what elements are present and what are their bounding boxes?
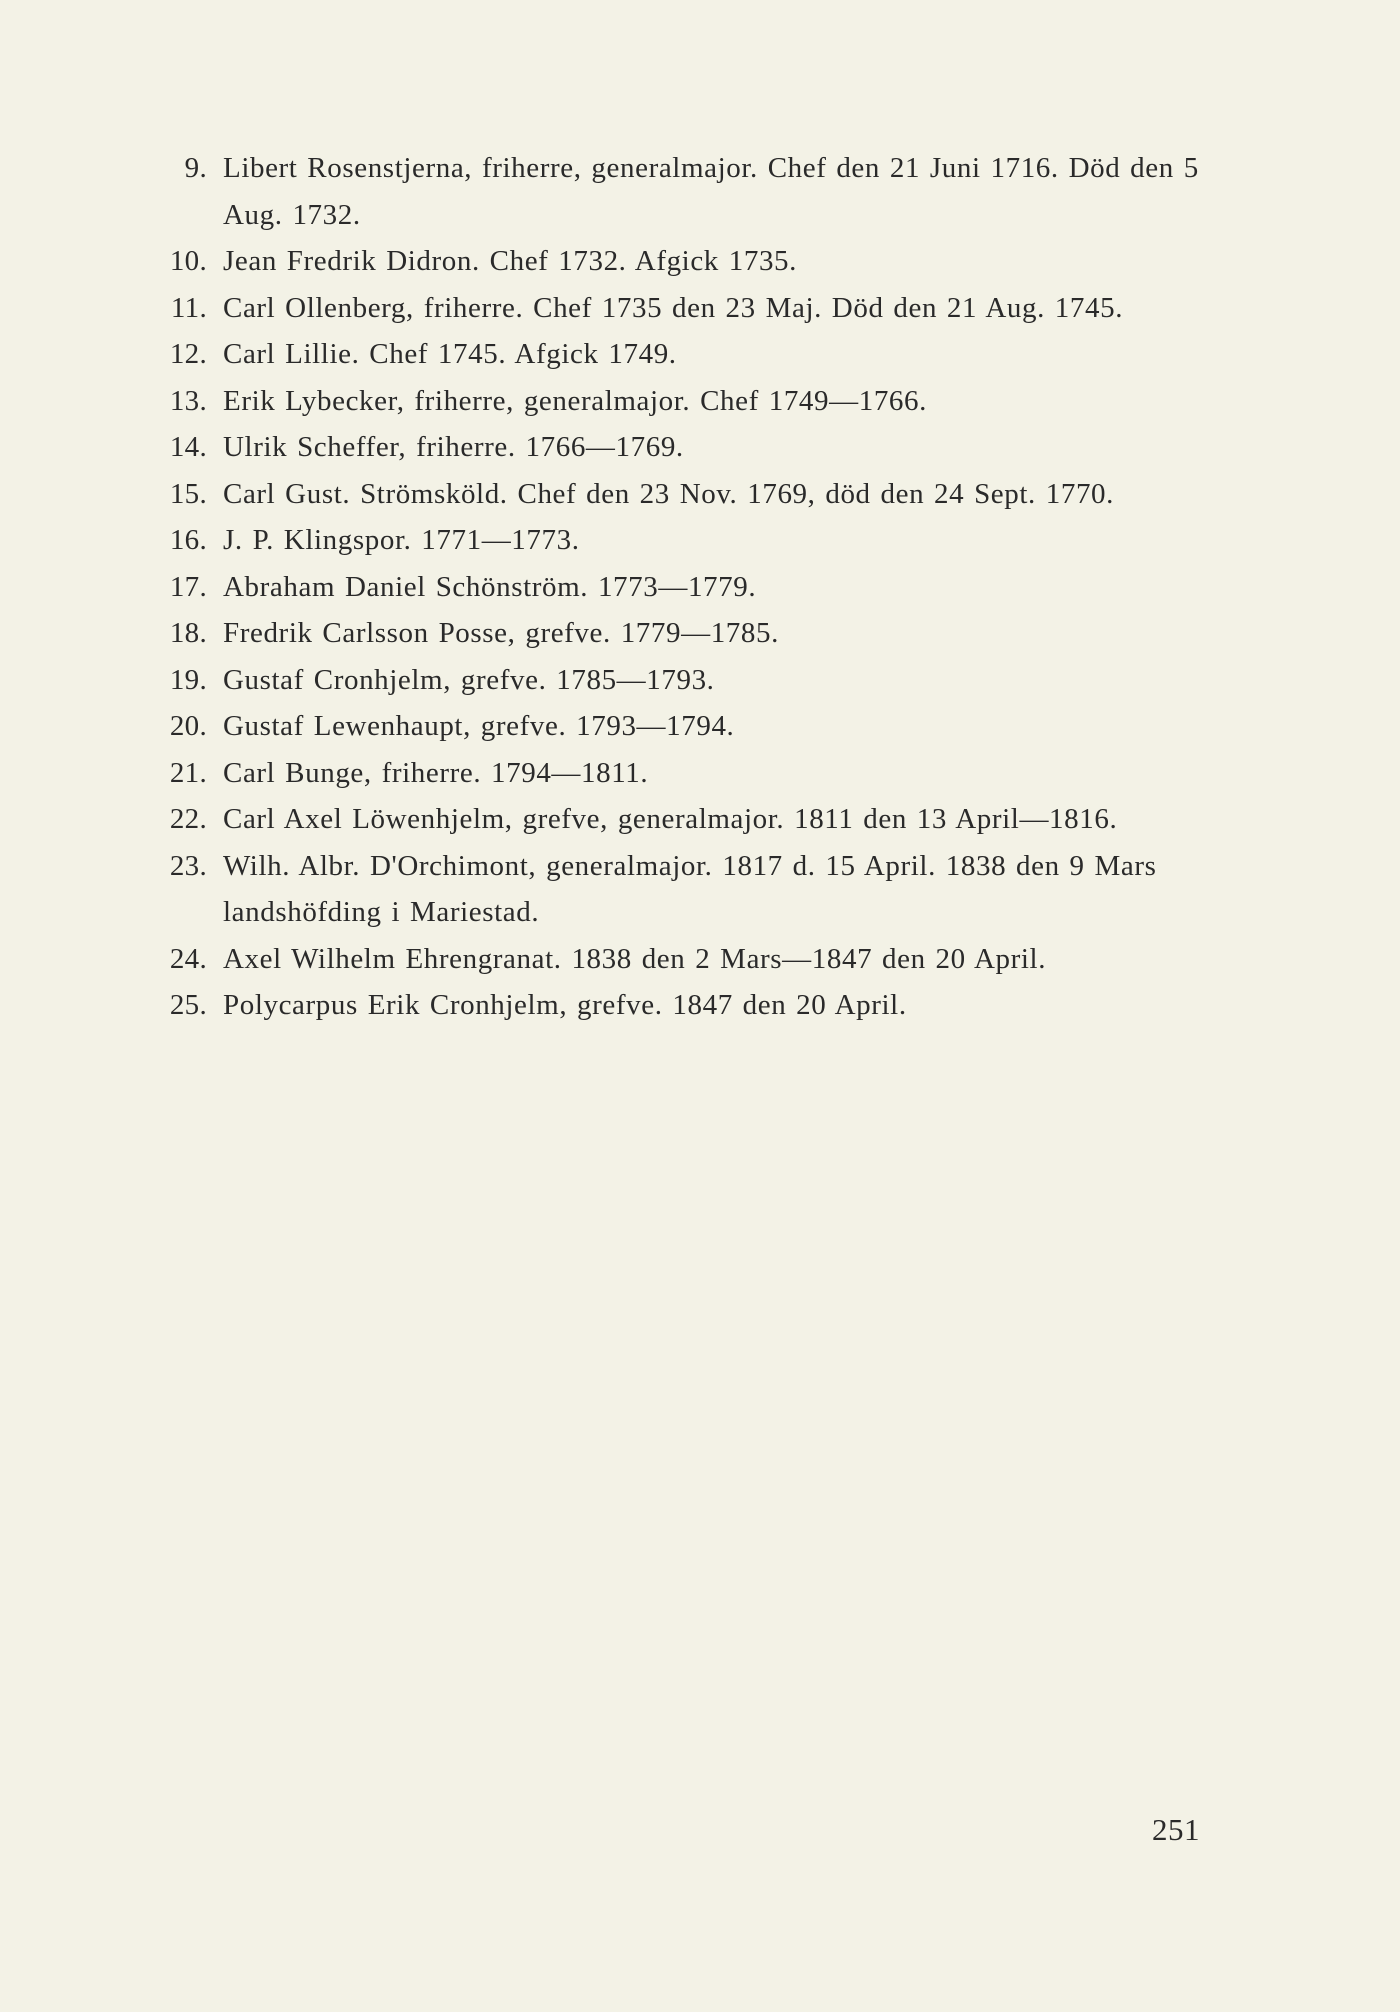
list-item-text: Abraham Daniel Schönström. 1773—1779.	[223, 570, 757, 603]
list-item-number: 24.	[169, 942, 207, 975]
list-item-text: Carl Lillie. Chef 1745. Afgick 1749.	[223, 338, 677, 370]
list-item	[145, 703, 1215, 750]
list-item-text: Carl Bunge, friherre. 1794—1811.	[223, 756, 649, 789]
list-item-text: Wilh. Albr. D'Orchimont, generalmajor. 1817 d. 15 April. 1838 den 9 Mars landshöfding i Mariestad.	[223, 849, 1157, 928]
list-item-number: 11.	[170, 291, 207, 324]
list-item-text: Erik Lybecker, friherre, generalmajor. Chef 1749—1766.	[223, 384, 927, 417]
list-item-text: Jean Fredrik Didron. Chef 1732. Afgick 1735.	[223, 245, 798, 277]
list-item	[145, 238, 1215, 285]
list-item	[145, 796, 1215, 843]
page-number: 251	[1152, 1812, 1200, 1847]
list-item-number: 17.	[169, 570, 207, 603]
officer-list	[145, 145, 1215, 1029]
list-item-text: Carl Axel Löwenhjelm, grefve, generalmajor. 1811 den 13 April—1816.	[223, 803, 1118, 835]
list-item-text: Libert Rosenstjerna, friherre, generalmajor. Chef den 21 Juni 1716. Död den 5 Aug. 1732.	[223, 152, 1199, 231]
list-item-text: Ulrik Scheffer, friherre. 1766—1769.	[223, 431, 684, 463]
list-item	[145, 331, 1215, 378]
list-item	[145, 657, 1215, 704]
list-item-text: Carl Gust. Strömsköld. Chef den 23 Nov. 1769, död den 24 Sept. 1770.	[223, 477, 1114, 510]
list-item	[145, 285, 1215, 332]
list-item	[145, 936, 1215, 983]
list-item-text: Axel Wilhelm Ehrengranat. 1838 den 2 Mars—1847 den 20 April.	[223, 942, 1047, 975]
list-item-text: Gustaf Cronhjelm, grefve. 1785—1793.	[223, 663, 715, 696]
list-item-number: 10.	[169, 245, 207, 277]
list-item-number: 20.	[169, 710, 207, 742]
list-item-number: 18.	[169, 617, 207, 649]
list-item	[145, 564, 1215, 611]
list-item-text: J. P. Klingspor. 1771—1773.	[223, 524, 580, 556]
list-item-text: Polycarpus Erik Cronhjelm, grefve. 1847 den 20 April.	[223, 989, 907, 1021]
list-item	[145, 982, 1215, 1029]
list-item-number: 13.	[169, 384, 207, 417]
list-item	[145, 424, 1215, 471]
list-item-number: 16.	[169, 524, 207, 556]
list-item	[145, 378, 1215, 425]
list-item-text: Carl Ollenberg, friherre. Chef 1735 den 23 Maj. Död den 21 Aug. 1745.	[223, 291, 1124, 324]
list-item-number: 25.	[169, 989, 207, 1021]
list-item	[145, 471, 1215, 518]
list-item-number: 12.	[169, 338, 207, 370]
list-item-number: 14.	[169, 431, 207, 463]
list-item-number: 21.	[169, 756, 207, 789]
list-item	[145, 145, 1215, 238]
list-item-number: 22.	[169, 803, 207, 835]
list-item	[145, 750, 1215, 797]
list-item-number: 15.	[169, 477, 207, 510]
list-item	[145, 843, 1215, 936]
list-item-text: Gustaf Lewenhaupt, grefve. 1793—1794.	[223, 710, 735, 742]
list-item-number: 23.	[169, 849, 207, 882]
list-item	[145, 517, 1215, 564]
list-item-text: Fredrik Carlsson Posse, grefve. 1779—1785.	[223, 617, 779, 649]
list-item-number: 9.	[184, 152, 207, 184]
list-item-number: 19.	[169, 663, 207, 696]
list-item	[145, 610, 1215, 657]
